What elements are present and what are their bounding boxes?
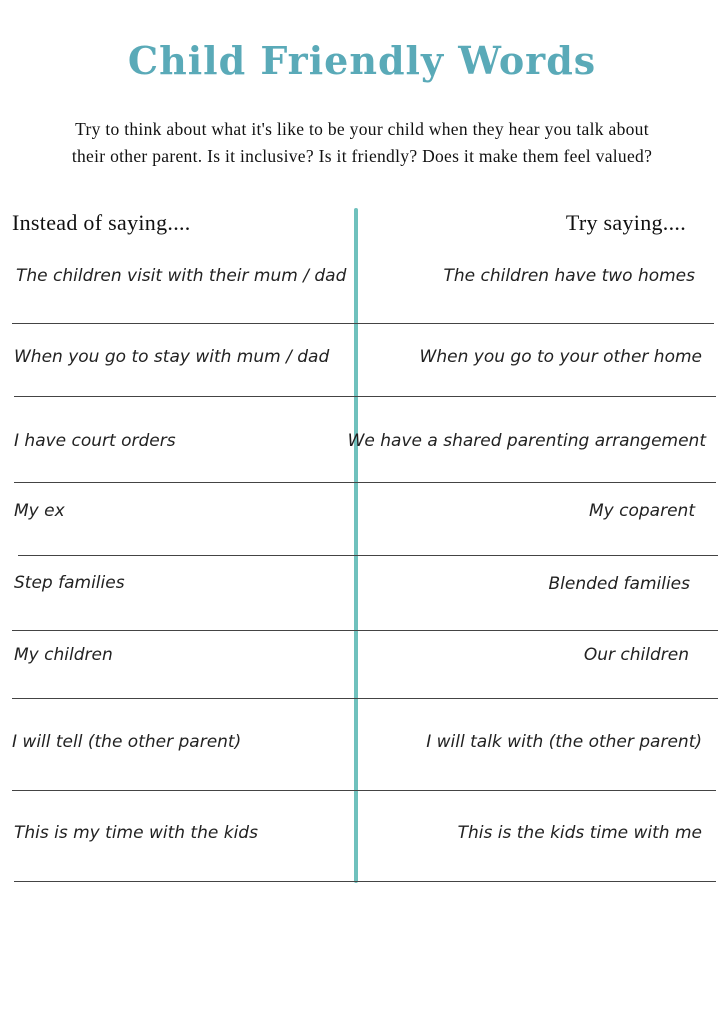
intro-text: Try to think about what it's like to be your child when they hear you talk about their other parent. Is it inclusive? Is it friendly? Does it make them feel valued? [71,119,653,166]
column-heading-try: Try saying.... [565,210,686,235]
row-divider [12,630,718,631]
try-phrase: Our children [583,645,689,665]
row-divider [14,396,716,397]
try-phrase: We have a shared parenting arrangement [347,431,706,451]
try-phrase: When you go to your other home [419,347,702,367]
try-phrase: This is the kids time with me [457,823,702,843]
instead-phrase: This is my time with the kids [14,823,258,843]
instead-phrase: Step families [14,573,125,593]
instead-phrase: My ex [14,501,65,521]
instead-phrase: I will tell (the other parent) [12,732,242,752]
row-divider [14,482,716,483]
row-divider [12,323,714,324]
row-divider [12,790,716,791]
try-phrase: My coparent [589,501,695,521]
instead-phrase: I have court orders [14,431,176,451]
instead-phrase: When you go to stay with mum / dad [14,347,330,367]
try-phrase: The children have two homes [443,266,695,286]
try-phrase: I will talk with (the other parent) [426,732,702,752]
page-title: Child Friendly Words [127,38,597,83]
instead-phrase: My children [14,645,113,665]
instead-phrase: The children visit with their mum / dad [16,266,347,286]
row-divider [14,881,716,882]
column-heading-instead: Instead of saying.... [12,210,191,235]
row-divider [18,555,718,556]
row-divider [12,698,718,699]
column-divider [354,208,358,883]
try-phrase: Blended families [548,574,690,594]
